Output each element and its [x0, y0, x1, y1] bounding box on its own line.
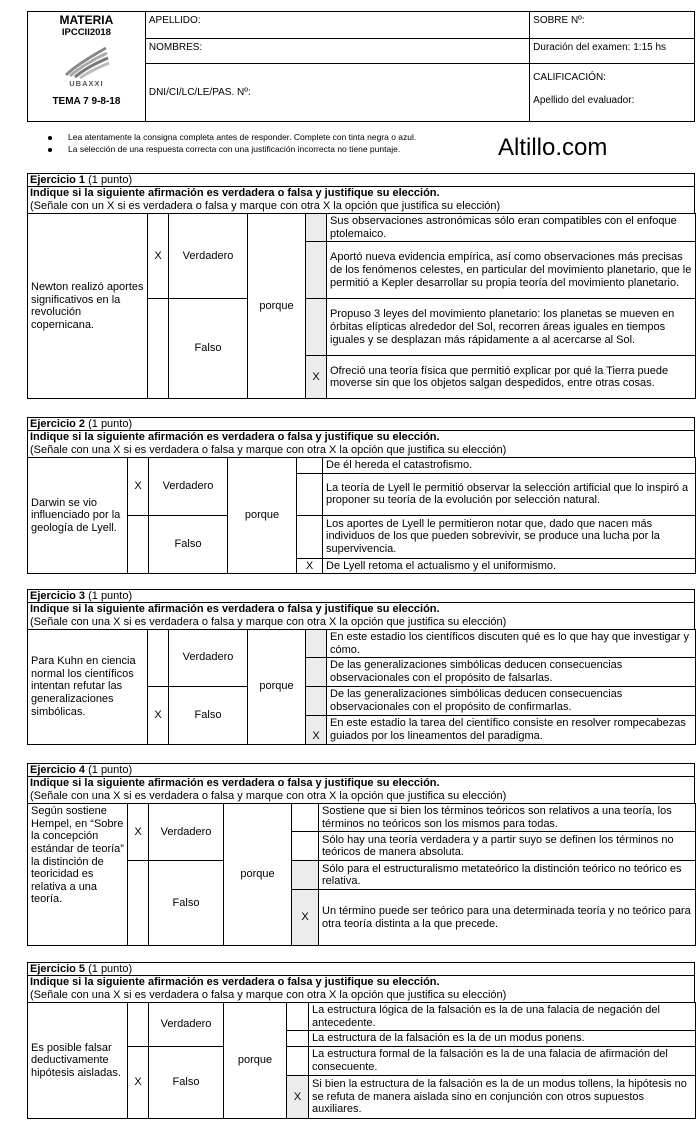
- reason-mark-box[interactable]: [292, 861, 319, 890]
- porque-label: porque: [248, 630, 306, 745]
- falso-mark-box[interactable]: [128, 861, 149, 946]
- reason-option: Si bien la estructura de la falsación es la de un modus tollens, la hipótesis no se refuta de manera aislada sino en conjunción con otros supuestos auxiliares.: [309, 1075, 696, 1118]
- falso-mark-box[interactable]: X: [148, 686, 169, 744]
- statement: Es posible falsar deductivamente hipótesis aisladas.: [28, 1003, 128, 1119]
- materia-code: IPCCII2018: [61, 26, 111, 38]
- exercise-instruction: Indique si la siguiente afirmación es verdadera o falsa y justifique su elección.: [30, 431, 440, 443]
- reason-mark-box[interactable]: [287, 1046, 309, 1075]
- reason-option: De las generalizaciones simbólicas deducen consecuencias observacionales con el propósito de falsarlas.: [327, 658, 696, 686]
- duracion-label: Duración del examen: 1:15 hs: [530, 39, 695, 64]
- statement: Para Kuhn en ciencia normal los científicos intentan refutar las generalizaciones simbólicas.: [28, 630, 148, 745]
- apellido-field[interactable]: APELLIDO:: [145, 12, 529, 39]
- reason-mark-box[interactable]: [297, 515, 323, 558]
- falso-label: Falso: [169, 299, 248, 399]
- reason-mark-box[interactable]: [306, 299, 327, 356]
- exercise-instruction: Indique si la siguiente afirmación es verdadera o falsa y justifique su elección.: [30, 187, 440, 199]
- calificacion-cell: [530, 64, 695, 122]
- exercise-subinstruction: (Señale con una X si es verdadera o falsa y marque con otra X la opción que justifica su elección): [30, 790, 507, 802]
- exercise-header: [27, 589, 695, 629]
- exercise-title: Ejercicio 1 (1 punto): [28, 174, 694, 187]
- reason-mark-box[interactable]: [287, 1031, 309, 1047]
- statement: Según sostiene Hempel, en “Sobre la concepción estándar de teoría” la distinción de teoricidad es relativa a una teoría.: [28, 804, 128, 946]
- porque-label: porque: [224, 1003, 287, 1119]
- reason-option: De Lyell retoma el actualismo y el uniformismo.: [323, 558, 696, 574]
- brand-watermark: Altillo.com: [498, 134, 608, 161]
- exercise-title: Ejercicio 2 (1 punto): [28, 418, 694, 431]
- reason-mark-box[interactable]: [297, 458, 323, 474]
- tema-label: TEMA 7 9-8-18: [52, 96, 121, 108]
- falso-label: Falso: [169, 686, 248, 744]
- exercise-title: Ejercicio 3 (1 punto): [28, 590, 694, 603]
- porque-label: porque: [248, 214, 306, 399]
- answer-table: [27, 803, 696, 946]
- materia-cell: [28, 12, 146, 122]
- reason-option: Los aportes de Lyell le permitieron notar que, dado que nacen más individuos de los que pueden sobrevivir, se produce una lucha por la supervivencia.: [323, 515, 696, 558]
- reason-mark-box[interactable]: [292, 832, 319, 861]
- reason-option: Sólo para el estructuralismo metateórico la distinción teórico no teórico es relativa.: [319, 861, 696, 890]
- reason-option: De las generalizaciones simbólicas deducen consecuencias observacionales con el propósito de confirmarlas.: [327, 686, 696, 715]
- sobre-field[interactable]: SOBRE Nº:: [530, 12, 695, 39]
- falso-mark-box[interactable]: [148, 299, 169, 399]
- reason-option: En este estadio los científicos discuten qué es lo que hay que investigar y cómo.: [327, 630, 696, 658]
- answer-table: [27, 213, 696, 399]
- verdadero-mark-box[interactable]: X: [128, 458, 149, 516]
- reason-mark-box[interactable]: [306, 630, 327, 658]
- evaluador-field[interactable]: Apellido del evaluador:: [533, 95, 635, 106]
- falso-mark-box[interactable]: [128, 515, 149, 574]
- reason-option: En este estadio la tarea del científico consiste en resolver rompecabezas guiados por los lineamentos del paradigma.: [327, 715, 696, 744]
- exercise-3: [27, 589, 695, 745]
- verdadero-mark-box[interactable]: [128, 1003, 149, 1047]
- verdadero-label: Verdadero: [169, 630, 248, 687]
- falso-label: Falso: [149, 1046, 224, 1118]
- verdadero-label: Verdadero: [149, 804, 224, 861]
- reason-option: Ofreció una teoría física que permitió explicar por qué la Tierra puede moverse sin que los objetos salgan despedidos, entre otras cosas.: [327, 356, 696, 399]
- reason-mark-box[interactable]: [306, 686, 327, 715]
- exercise-2: [27, 417, 695, 574]
- exercise-title: Ejercicio 4 (1 punto): [28, 764, 694, 777]
- verdadero-mark-box[interactable]: X: [148, 214, 169, 299]
- instructions-notes: [48, 133, 488, 157]
- reason-mark-box[interactable]: [306, 242, 327, 299]
- falso-label: Falso: [149, 515, 228, 574]
- reason-option: Sostiene que si bien los términos teóricos son relativos a una teoría, los términos no teóricos son los mismos para todas.: [319, 804, 696, 832]
- exercise-header: [27, 962, 695, 1002]
- exercise-subinstruction: (Señale con una X si es verdadera o falsa y marque con otra X la opción que justifica su elección): [30, 444, 507, 456]
- reason-mark-box[interactable]: [297, 473, 323, 515]
- exercise-subinstruction: (Señale con una X si es verdadera o falsa y marque con otra X la opción que justifica su elección): [30, 989, 507, 1001]
- note-item: La selección de una respuesta correcta con una justificación incorrecta no tiene puntaje.: [48, 145, 488, 155]
- verdadero-label: Verdadero: [169, 214, 248, 299]
- answer-table: [27, 629, 696, 745]
- reason-mark-box[interactable]: [287, 1003, 309, 1031]
- exercise-subinstruction: (Señale con una X si es verdadera o falsa y marque con otra X la opción que justifica su elección): [30, 616, 507, 628]
- porque-label: porque: [224, 804, 292, 946]
- exam-header: [27, 11, 695, 122]
- reason-mark-box[interactable]: X: [292, 890, 319, 946]
- exercise-instruction: Indique si la siguiente afirmación es verdadera o falsa y justifique su elección.: [30, 777, 440, 789]
- statement: Newton realizó aportes significativos en la revolución copernicana.: [28, 214, 148, 399]
- exercise-subinstruction: (Señale con un X si es verdadera o falsa y marque con otra X la opción que justifica su elección): [30, 200, 501, 212]
- exercise-header: [27, 417, 695, 457]
- reason-option: La estructura formal de la falsación es la de una falacia de afirmación del consecuente.: [309, 1046, 696, 1075]
- reason-option: Sólo hay una teoría verdadera y a partir suyo se definen los términos no teóricos de manera absoluta.: [319, 832, 696, 861]
- reason-option: Un término puede ser teórico para una determinada teoría y no teórico para otra teoría distinta a la que precede.: [319, 890, 696, 946]
- exercise-1: [27, 173, 695, 399]
- reason-mark-box[interactable]: X: [297, 558, 323, 574]
- reason-option: La teoría de Lyell le permitió observar la selección artificial que lo inspiró a proponer su teoría de la evolución por selección natural.: [323, 473, 696, 515]
- logo-text: UBAXXI: [69, 78, 104, 88]
- reason-mark-box[interactable]: [306, 658, 327, 686]
- materia-label: MATERIA: [59, 13, 114, 27]
- bullet-icon: [48, 148, 52, 152]
- answer-table: [27, 1002, 696, 1119]
- falso-label: Falso: [149, 861, 224, 946]
- exercise-instruction: Indique si la siguiente afirmación es verdadera o falsa y justifique su elección.: [30, 603, 440, 615]
- verdadero-mark-box[interactable]: [148, 630, 169, 687]
- porque-label: porque: [228, 458, 297, 574]
- calificacion-field[interactable]: CALIFICACIÓN:: [533, 72, 606, 83]
- reason-option: De él hereda el catastrofismo.: [323, 458, 696, 474]
- answer-table: [27, 457, 696, 574]
- statement: Darwin se vio influenciado por la geología de Lyell.: [28, 458, 128, 574]
- bullet-icon: [48, 136, 52, 140]
- nombres-field[interactable]: NOMBRES:: [145, 39, 529, 64]
- reason-option: Propuso 3 leyes del movimiento planetario: los planetas se mueven en órbitas elípticas alrededor del Sol, recorren áreas iguales en tiempos iguales y se desplazan más rápidamente a al acercarse al Sol.: [327, 299, 696, 356]
- note-item: Lea atentamente la consigna completa antes de responder. Complete con tinta negra o azul.: [48, 133, 488, 143]
- exercise-title: Ejercicio 5 (1 punto): [28, 963, 694, 976]
- exercise-5: [27, 962, 695, 1119]
- reason-mark-box[interactable]: X: [287, 1075, 309, 1118]
- verdadero-label: Verdadero: [149, 458, 228, 516]
- reason-mark-box[interactable]: [292, 804, 319, 832]
- verdadero-label: Verdadero: [149, 1003, 224, 1047]
- reason-mark-box[interactable]: X: [306, 715, 327, 744]
- exercise-instruction: Indique si la siguiente afirmación es verdadera o falsa y justifique su elección.: [30, 976, 440, 988]
- reason-mark-box[interactable]: X: [306, 356, 327, 399]
- ubaxxi-logo: [60, 45, 112, 79]
- exercise-4: [27, 763, 695, 946]
- verdadero-mark-box[interactable]: X: [128, 804, 149, 861]
- exercise-header: [27, 763, 695, 803]
- reason-option: Sus observaciones astronómicas sólo eran compatibles con el enfoque ptolemaico.: [327, 214, 696, 242]
- reason-mark-box[interactable]: [306, 214, 327, 242]
- reason-option: La estructura lógica de la falsación es la de una falacia de negación del antecedente.: [309, 1003, 696, 1031]
- exercise-header: [27, 173, 695, 213]
- falso-mark-box[interactable]: X: [128, 1046, 149, 1118]
- dni-field[interactable]: DNI/CI/LC/LE/PAS. Nº:: [145, 64, 529, 122]
- reason-option: La estructura de la falsación es la de un modus ponens.: [309, 1031, 696, 1047]
- reason-option: Aportó nueva evidencia empírica, así como observaciones más precisas de los fenómenos celestes, en particular del movimiento planetario, que le permitió a Kepler desarrollar su propia teoría del movimiento planetario.: [327, 242, 696, 299]
